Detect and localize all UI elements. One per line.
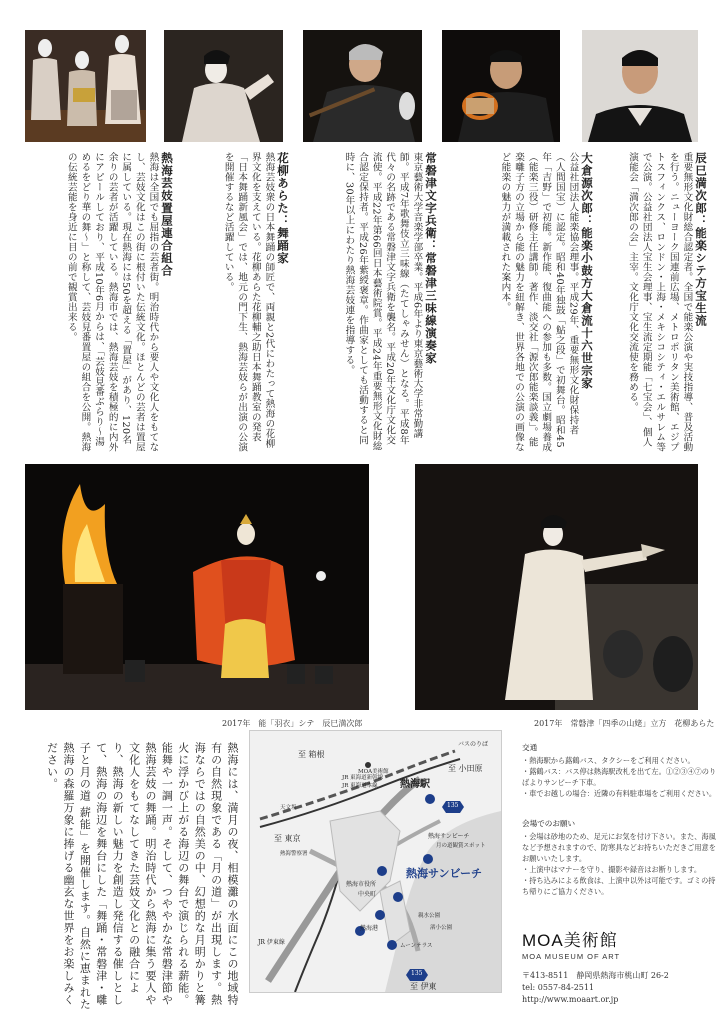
- map-label-ito: 至 伊東: [410, 982, 437, 991]
- map-route-135-b: 135: [411, 970, 423, 977]
- caption-right: 2017年 常磐津「四季の山姥」立方 花柳あらた: [534, 719, 715, 728]
- access-line: ・車でお越しの場合：近隣の有料駐車場をご利用ください。: [522, 789, 717, 798]
- bio-body: 熱海は全国でも屈指の芸者街。明治時代から要人や文化人をもてなし、芸妓文化はこの街に根付いた伝統文化。ほとんどの芸者は置屋に属している。現在熱海には50を超える「置屋」があり、120名余りの芸者が活躍している。熱海市では、熱海芸妓を積極的に内外にアピールしており、平成10年6月からは、「芸妓見番ぶらり～湯めるをどり華の舞～」と称して、芸妓見番置屋の組合を公開。熱海の伝統芸能を身近に目の前で観賞出来る。: [65, 152, 159, 452]
- bio-heading: 大倉源次郎：能楽小鼓方大倉流十六世宗家: [580, 152, 594, 390]
- photo-geisha-dancers: [25, 30, 146, 142]
- map-label-shinkansen: JR 東海道新幹線: [342, 775, 384, 781]
- bio-body: 東京藝術大学音楽学部卒業。平成6年より東京藝術大学非常勤講師。平成7年歌舞伎立三味線（たてしゃみせん）となる。平成8年代々の名跡である常磐津文字兵衛を襲名。平成20年文化庁文化交流使。平成22年第66回日本藝術院賞。平成24年重要無形文化財総合認定保持者。平成26年紫綬褒章。作曲家としても活動すると同時に、30年以上にわたり熱海芸妓連を指導する。: [343, 152, 423, 452]
- map-label-ito-line: JR 伊東線: [258, 939, 285, 946]
- closing-text: 熱海には、満月の夜、相模灘の水面にこの地域特有の自然現象である「月の道」が出現します。熱海ならではの自然美の中、幻想的な月明かりと篝火に浮かび上がる海辺の舞台で演じられる薪能。能舞や一調一声。そして、つややかな常磐津節や熱海芸妓の舞踊。明治時代から熱海に集う要人や文化人をもてなしてきた芸妓文化との融合により、熱海の新しい魅力を創造し発信する催しとして、熱海の海辺を舞台にした「舞踊・常磐津・囃子と月の道 薪能」を開催します。自然に恵まれた熱海の森羅万象に捧げる幽玄な世界をお楽しみください。: [45, 742, 239, 1011]
- map-label-bus-stop: バスのりば: [458, 741, 489, 748]
- bio-geisha-union: [24, 152, 174, 452]
- moa-tel: tel: 0557-84-2511: [522, 983, 595, 992]
- notice-title: 会場でのお願い: [522, 819, 576, 828]
- moa-name-ja: MOA美術館: [522, 931, 618, 950]
- map-label-tokyo: 至 東京: [274, 834, 301, 843]
- map-label-port: 熱海港: [360, 925, 379, 932]
- bio-tatsumi: [600, 152, 708, 452]
- map-label-city-hall: 熱海市役所: [346, 881, 377, 888]
- moa-url[interactable]: http://www.moaart.or.jp: [522, 995, 619, 1004]
- caption-left: 2017年 能「羽衣」シテ 辰巳満次郎: [222, 719, 363, 728]
- map-label-shinsui: 親水公園: [418, 913, 441, 919]
- bio-okura: [444, 152, 594, 452]
- map-label-tokaido: JR 東海道本線: [342, 783, 378, 789]
- photo-kotsuzumi-player: [442, 30, 560, 142]
- photo-noh-hagoromo: [25, 464, 369, 710]
- access-title: 交通: [522, 743, 538, 752]
- access-line: ・熱海駅から蕗鶴バス、タクシーをご利用ください。: [522, 756, 695, 765]
- map-label-moonroad-spot: 月の道観賞スポット: [436, 843, 486, 849]
- map-label-atami-station: 熱海駅: [400, 779, 430, 790]
- map-venue-label: 熱海サンビーチ: [406, 867, 483, 880]
- photo-dancer-fan: [164, 30, 283, 142]
- photo-tokiwazu-dance: [415, 464, 698, 710]
- moa-logo: [522, 926, 718, 961]
- map-label-sunbeach-top: 熱海サンビーチ: [428, 833, 470, 840]
- bio-tokiwazu: [296, 152, 438, 452]
- map-label-tenmonzaka: 天文坂: [280, 805, 297, 811]
- photo-shamisen-player: [303, 30, 422, 142]
- photo-portrait-man: [582, 30, 698, 142]
- venue-notice: [522, 818, 718, 897]
- bio-heading: 花柳あらた：舞踊家: [276, 152, 290, 265]
- notice-line: ・持ち込みによる飲食は、上演中以外は可能です。ゴミの持ち帰りにご協力ください。: [522, 876, 716, 896]
- area-map: [249, 730, 502, 993]
- map-label-moonterrace: ムーンテラス: [400, 943, 433, 949]
- bio-heading: 熱海芸妓置屋連合組合: [160, 152, 174, 277]
- map-label-chuo: 中央町: [358, 891, 377, 898]
- moa-address: [522, 970, 669, 1006]
- notice-line: ・会場は砂地のため、足元にお気を付け下さい。また、海風など予想されますので、防寒具などお持ちいただきご用意をお願いいたします。: [522, 832, 716, 863]
- bio-heading: 常磐津文字兵衛：常磐津三味線演奏家: [424, 152, 438, 365]
- access-line: ・蕗鶴バス：バス停は熱海駅改札を出て左。①②③④⑦のりばよりサンビーチ下車。: [522, 767, 717, 787]
- map-label-nagisa: 渚小公園: [430, 925, 453, 931]
- map-label-odawara: 至 小田原: [448, 764, 483, 773]
- bio-body: 公益社団法人能楽協会理事。平成29年、重要無形文化財保持者（人間国宝）に認定。昭和40年独鼓「鮎之段」で初舞台。昭和45年「吉野」で初能。新作能、復曲能への参加も多数。国立劇場養成（能楽三役）研修主任講師。著作、淡交社「源次郎能楽談義」。能楽囃子方の立場から能の魅力を紐解き、世界各地での公演の画像など能楽の魅力が満載された案内本。: [499, 152, 579, 452]
- bio-heading: 辰巳満次郎：能楽シテ方宝生流: [694, 152, 708, 327]
- bio-hanayagi: [180, 152, 290, 452]
- map-label-moa: MOA美術館: [358, 769, 389, 775]
- moa-postal: 〒413-8511 静岡県熱海市桃山町 26-2: [522, 971, 669, 980]
- venue-pin-icon: [424, 855, 432, 863]
- access-info: [522, 742, 718, 799]
- moa-name-en: MOA MUSEUM OF ART: [522, 952, 621, 961]
- map-label-hakone: 至 箱根: [298, 750, 325, 759]
- bio-body: 熱海芸妓衆の日本舞踊の師匠で、両親と2代にわたって熱海の花柳界文化を支えている。花柳あらた花柳輔之助日本舞踊教室の発表「日本舞踊新風会」では、地元の門下生、熱海芸妓らが出演の公演を開催するなど活躍している。: [222, 152, 275, 452]
- map-route-135-a: 135: [447, 802, 459, 809]
- map-label-police: 熱海警察署: [280, 851, 308, 857]
- notice-line: ・上演中はマナーを守り、撮影や録音はお断りします。: [522, 865, 702, 874]
- bio-body: 重要無形文化財総合認定者。全国で能楽公演や実技指導、普及活動を行う。ニューヨーク国連前広場、メトロポリタン美術館、エジプトスフィンクス、ロンドン・上海・メキシコシティ・エルサレム等で公演。公益社団法人宝生会理事、宝生流定期能「七宝会」、個人演能会「満次郎の会」主宰。文化庁文化交流使を務める。: [627, 152, 693, 452]
